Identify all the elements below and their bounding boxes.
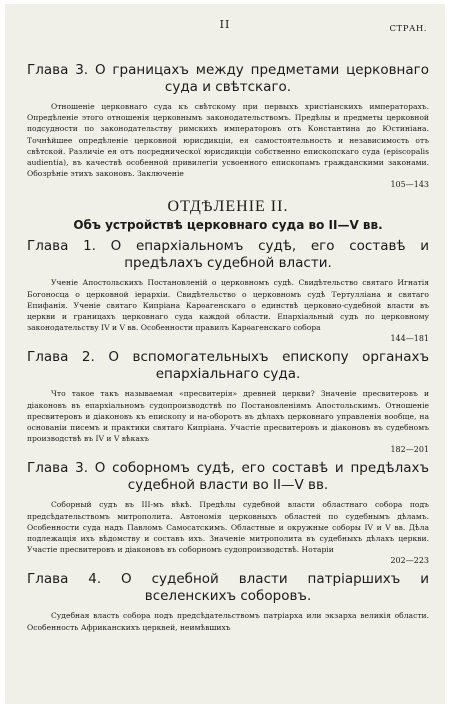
chapter-heading: Глава 1. О епархіальномъ судѣ, его составѣ и предѣлахъ судебной власти. <box>27 238 429 272</box>
chapter-heading: Глава 3. О границахъ между предметами церковнаго суда и свѣтскаго. <box>27 62 429 95</box>
chapter-entry <box>27 238 429 344</box>
chapter-entry <box>27 349 429 455</box>
chapter-summary: Соборный судъ въ III-мъ вѣкѣ. Предѣлы судебной власти областнаго собора подъ предсѣдательствомъ митрополита. Автономія церковныхъ областей по судебнымъ дѣламъ. Особенности суда надъ Павломъ Самосатскимъ. Областные и окружные соборы IV и V вв. Дѣла подлежащія ихъ вѣдомству и составъ ихъ. Значеніе митрополита въ судебныхъ дѣлахъ церкви. Участіе пресвитеровъ и діаконовъ въ соборномъ судопроизводствѣ. Нотаріи <box>27 500 429 555</box>
chapter-heading: Глава 2. О вспомогательныхъ епископу органахъ епархіальнаго суда. <box>27 349 429 383</box>
chapter-entry <box>27 460 429 566</box>
chapter-entry <box>27 62 429 190</box>
chapter-summary: Что такое такъ называемая «пресвитерія» древней церкви? Значеніе пресвитеровъ и діаконовъ въ епархіальномъ судопроизводствѣ по Постановленіямъ Апостольскимъ. Отношеніе пресвитеровъ и діаконовъ къ епископу и на-оборотъ въ дѣлахъ церковнаго управленія вообще, на основаніи писемъ и практики святаго Кипріана. Участіе пресвитеровъ и діаконовъ въ судебномъ производствѣ въ IV и V вѣкахъ <box>27 389 429 444</box>
chapter-entry <box>27 571 429 632</box>
chapter-heading: Глава 4. О судебной власти патріаршихъ и вселенскихъ соборовъ. <box>27 571 429 605</box>
page-range: 105—143 <box>390 180 429 190</box>
chapter-summary: Отношеніе церковнаго суда къ свѣтскому при первыхъ христіанскихъ императорахъ. Опредѣленіе этого отношенія церковнымъ законодательствомъ. Предѣлы и предметы церковной подсудности по законодательству римскихъ императоровъ отъ Константина до Юстиніана. Точнѣйшее опредѣленіе церковной юрисдикціи, ея самостоятельность и независимость отъ свѣтской. Различіе ея отъ посредническої юрисдикціи собственно епископскаго суда (episcopalis audientia), въ качествѣ особенной привилегіи усвоенного епископамъ гражданскими законами. Обозрѣніе этихъ законовъ. Заключеніе <box>27 102 429 179</box>
chapter-heading: Глава 3. О соборномъ судѣ, его составѣ и предѣлахъ судебной власти во II—V вв. <box>27 460 429 494</box>
pages-column-label: СТРАН. <box>389 24 427 34</box>
table-of-contents <box>27 62 429 638</box>
chapter-summary: Ученіе Апостольскихъ Постановленій о церковномъ судѣ. Свидѣтельство святаго Игнатія Богоносца о церковной іерархіи. Свидѣтельство о церковномъ судѣ Тертулліана и святаго Епифанія. Ученіе святаго Кипріана Карѳагенскаго о единствѣ церковно-судебной власти въ церкви и границахъ церковнаго суда каждой области. Епархіальный судъ по церковному законодательству IV и V вв. Особенности правилъ Карѳагенскаго собора <box>27 278 429 333</box>
page-range: 202—223 <box>390 556 429 566</box>
chapter-summary: Судебная власть собора подъ предсѣдательствомъ патріарха или экзарха великія области. Особенность Африканскихъ церквей, неимѣвшихъ <box>27 611 429 632</box>
section-title: ОТДѢЛЕНІЕ II. <box>167 198 289 216</box>
page-range: 144—181 <box>390 334 429 344</box>
page-range: 182—201 <box>390 445 429 455</box>
book-page <box>5 4 445 704</box>
page-number: II <box>219 18 231 31</box>
section-subtitle: Объ устройствѣ церковнаго суда во II—V вв. <box>73 218 383 233</box>
